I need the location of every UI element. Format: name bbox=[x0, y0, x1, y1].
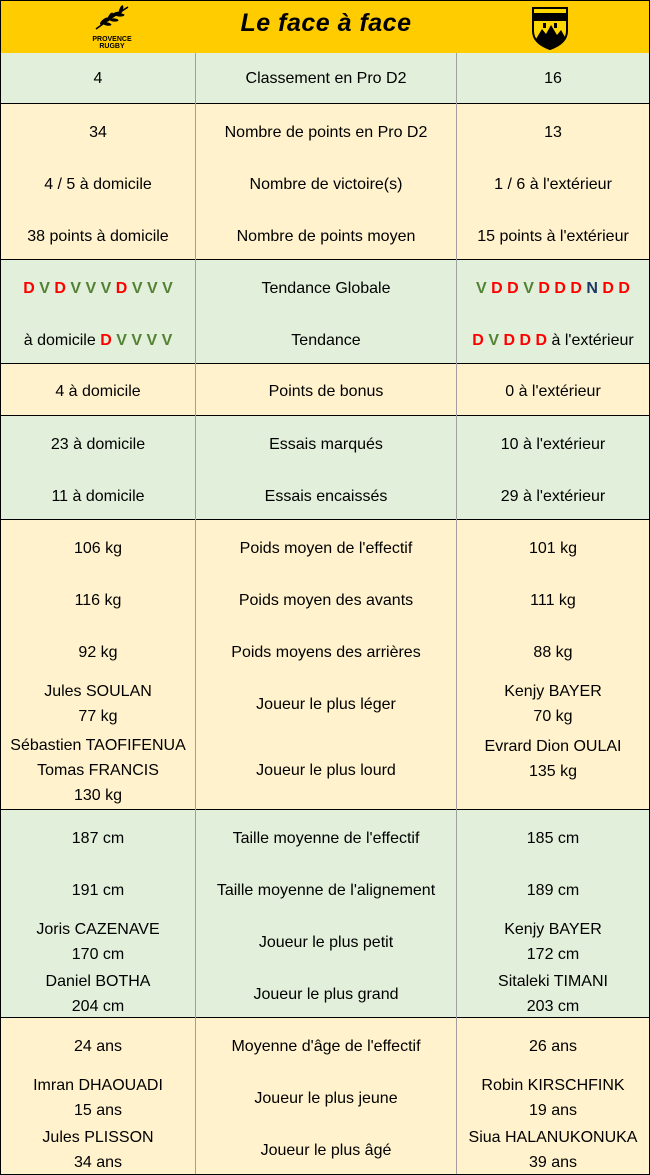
player-value: 170 cm bbox=[71, 946, 125, 963]
player-name: Sitaleki TIMANI bbox=[498, 973, 608, 990]
form-result-victory: V bbox=[476, 279, 487, 297]
label-avg-points: Nombre de points moyen bbox=[236, 227, 416, 245]
player-name: Imran DHAOUADI bbox=[33, 1077, 163, 1094]
form-result-defeat: D bbox=[554, 279, 566, 297]
form-sequence bbox=[472, 332, 547, 349]
player-name: Jules SOULAN bbox=[44, 683, 152, 700]
home-shortest-player bbox=[1, 916, 195, 968]
home-avg-lineout-height: 191 cm bbox=[71, 881, 125, 899]
label-ranking: Classement en Pro D2 bbox=[245, 70, 407, 87]
player-name: Jules PLISSON bbox=[42, 1129, 154, 1146]
form-result-victory: V bbox=[523, 279, 534, 297]
player-value: 19 ans bbox=[528, 1102, 578, 1119]
form-result-defeat: D bbox=[503, 331, 515, 349]
home-points: 34 bbox=[89, 123, 107, 141]
player-name: Joris CAZENAVE bbox=[36, 921, 160, 938]
player-value: 204 cm bbox=[71, 998, 125, 1015]
form-result-defeat: D bbox=[519, 331, 532, 349]
player-value: 34 ans bbox=[73, 1154, 123, 1171]
header-bar bbox=[1, 1, 649, 54]
form-sequence bbox=[23, 276, 172, 301]
away-avg-weight: 101 kg bbox=[528, 539, 578, 557]
home-heaviest-player bbox=[1, 731, 195, 809]
away-avg-forwards-weight: 111 kg bbox=[530, 591, 576, 609]
away-recent-form-text bbox=[472, 328, 633, 353]
label-lightest: Joueur le plus léger bbox=[256, 695, 396, 713]
form-result-victory: V bbox=[162, 279, 173, 297]
player-name: Evrard Dion OULAI bbox=[484, 738, 622, 755]
away-global-form bbox=[457, 262, 649, 314]
form-sequence bbox=[476, 276, 630, 301]
away-heaviest-player bbox=[457, 731, 649, 787]
player-value: 77 kg bbox=[78, 708, 118, 725]
form-result-defeat: D bbox=[602, 279, 614, 297]
label-avg-lineout-height: Taille moyenne de l'alignement bbox=[216, 881, 436, 899]
label-global-trend: Tendance Globale bbox=[261, 279, 391, 297]
form-result-victory: V bbox=[146, 279, 158, 297]
form-result-defeat: D bbox=[491, 279, 503, 297]
page-title: Le face à face bbox=[240, 9, 412, 37]
home-bonus: 4 à domicile bbox=[55, 383, 141, 400]
home-global-form bbox=[1, 262, 195, 314]
away-tallest-player bbox=[457, 968, 649, 1020]
player-name: Tomas FRANCIS bbox=[37, 761, 159, 779]
away-recent-suffix: à l'extérieur bbox=[551, 331, 634, 349]
label-tallest: Joueur le plus grand bbox=[253, 985, 399, 1003]
home-tallest-player bbox=[1, 968, 195, 1020]
player-name: Kenjy BAYER bbox=[504, 683, 602, 700]
home-avg-weight: 106 kg bbox=[73, 539, 123, 557]
provence-logo-line2: RUGBY bbox=[99, 43, 125, 50]
player-name: Siua HALANUKONUKA bbox=[468, 1129, 638, 1146]
player-name: Robin KIRSCHFINK bbox=[481, 1077, 625, 1094]
away-ranking: 16 bbox=[544, 70, 562, 87]
column-divider bbox=[195, 53, 196, 1174]
away-wins: 1 / 6 à l'extérieur bbox=[494, 175, 612, 193]
home-avg-backs-weight: 92 kg bbox=[78, 643, 118, 661]
home-avg-forwards-weight: 116 kg bbox=[74, 591, 122, 609]
away-avg-height: 185 cm bbox=[526, 829, 580, 847]
player-value: 15 ans bbox=[73, 1102, 123, 1119]
home-wins: 4 / 5 à domicile bbox=[44, 175, 152, 193]
form-result-defeat: D bbox=[54, 279, 66, 297]
away-avg-age: 26 ans bbox=[528, 1037, 578, 1055]
player-name: Sébastien TAOFIFENUA bbox=[10, 736, 186, 754]
home-recent-form-text bbox=[24, 328, 173, 353]
label-tries-conceded: Essais encaissés bbox=[264, 487, 388, 505]
label-avg-age: Moyenne d'âge de l'effectif bbox=[231, 1037, 421, 1055]
home-avg-points: 38 points à domicile bbox=[27, 227, 169, 245]
label-tries-scored: Essais marqués bbox=[269, 435, 383, 453]
form-result-defeat: D bbox=[472, 331, 484, 349]
form-result-victory: V bbox=[70, 279, 82, 297]
shield-icon bbox=[527, 5, 573, 51]
form-result-defeat: D bbox=[23, 279, 35, 297]
player-value: 70 kg bbox=[533, 708, 573, 725]
label-bonus: Points de bonus bbox=[268, 383, 384, 400]
label-wins: Nombre de victoire(s) bbox=[249, 175, 403, 193]
away-oldest-player bbox=[457, 1124, 649, 1175]
home-avg-age: 24 ans bbox=[73, 1037, 123, 1055]
label-heaviest: Joueur le plus lourd bbox=[256, 761, 396, 779]
player-value: 130 kg bbox=[73, 786, 123, 804]
form-result-defeat: D bbox=[100, 331, 112, 349]
away-lightest-player bbox=[457, 678, 649, 730]
away-tries-scored: 10 à l'extérieur bbox=[500, 435, 606, 453]
player-value: 203 cm bbox=[526, 998, 580, 1015]
form-result-victory: V bbox=[85, 279, 97, 297]
form-result-defeat: D bbox=[535, 331, 548, 349]
label-trend: Tendance bbox=[291, 331, 361, 349]
us-carcassonne-logo bbox=[527, 5, 573, 51]
label-youngest: Joueur le plus jeune bbox=[254, 1089, 398, 1107]
away-bonus: 0 à l'extérieur bbox=[505, 383, 601, 400]
label-oldest: Joueur le plus âgé bbox=[260, 1141, 392, 1159]
home-avg-height: 187 cm bbox=[71, 829, 125, 847]
player-value: 39 ans bbox=[528, 1154, 578, 1171]
home-tries-conceded: 11 à domicile bbox=[51, 487, 145, 505]
away-shortest-player bbox=[457, 916, 649, 968]
form-result-victory: V bbox=[116, 331, 127, 349]
form-result-victory: V bbox=[131, 279, 143, 297]
olive-branch-icon bbox=[92, 5, 132, 31]
home-youngest-player bbox=[1, 1072, 195, 1124]
form-result-defeat: D bbox=[618, 279, 630, 297]
label-avg-height: Taille moyenne de l'effectif bbox=[232, 829, 420, 847]
form-result-victory: V bbox=[161, 331, 173, 349]
form-result-defeat: D bbox=[570, 279, 582, 297]
home-recent-form bbox=[1, 314, 195, 366]
label-avg-forwards-weight: Poids moyen des avants bbox=[238, 591, 414, 609]
player-name: Daniel BOTHA bbox=[45, 973, 151, 990]
home-recent-prefix: à domicile bbox=[23, 331, 96, 349]
away-avg-points: 15 points à l'extérieur bbox=[477, 227, 629, 245]
player-value: 172 cm bbox=[526, 946, 580, 963]
away-youngest-player bbox=[457, 1072, 649, 1124]
label-avg-weight: Poids moyen de l'effectif bbox=[239, 539, 413, 557]
away-points: 13 bbox=[544, 123, 562, 141]
form-result-victory: V bbox=[146, 331, 158, 349]
form-result-victory: V bbox=[488, 331, 499, 349]
away-avg-lineout-height: 189 cm bbox=[526, 881, 580, 899]
form-result-defeat: D bbox=[115, 279, 128, 297]
label-points: Nombre de points en Pro D2 bbox=[224, 123, 428, 141]
form-result-victory: V bbox=[100, 279, 112, 297]
form-result-victory: V bbox=[131, 331, 143, 349]
provence-logo-line1: PROVENCE bbox=[92, 36, 132, 43]
home-oldest-player bbox=[1, 1124, 195, 1175]
form-sequence bbox=[100, 332, 172, 349]
form-result-defeat: D bbox=[538, 279, 550, 297]
away-avg-backs-weight: 88 kg bbox=[533, 643, 573, 661]
away-recent-form bbox=[457, 314, 649, 366]
label-shortest: Joueur le plus petit bbox=[258, 933, 394, 951]
home-lightest-player bbox=[1, 678, 195, 730]
player-value: 135 kg bbox=[528, 763, 578, 780]
label-avg-backs-weight: Poids moyens des arrières bbox=[231, 643, 421, 661]
form-result-draw: N bbox=[586, 279, 598, 297]
form-result-defeat: D bbox=[507, 279, 519, 297]
player-name: Kenjy BAYER bbox=[504, 921, 602, 938]
home-ranking: 4 bbox=[93, 70, 103, 87]
form-result-victory: V bbox=[39, 279, 50, 297]
provence-rugby-logo bbox=[87, 5, 137, 51]
away-tries-conceded: 29 à l'extérieur bbox=[500, 487, 606, 505]
home-tries-scored: 23 à domicile bbox=[50, 435, 146, 453]
